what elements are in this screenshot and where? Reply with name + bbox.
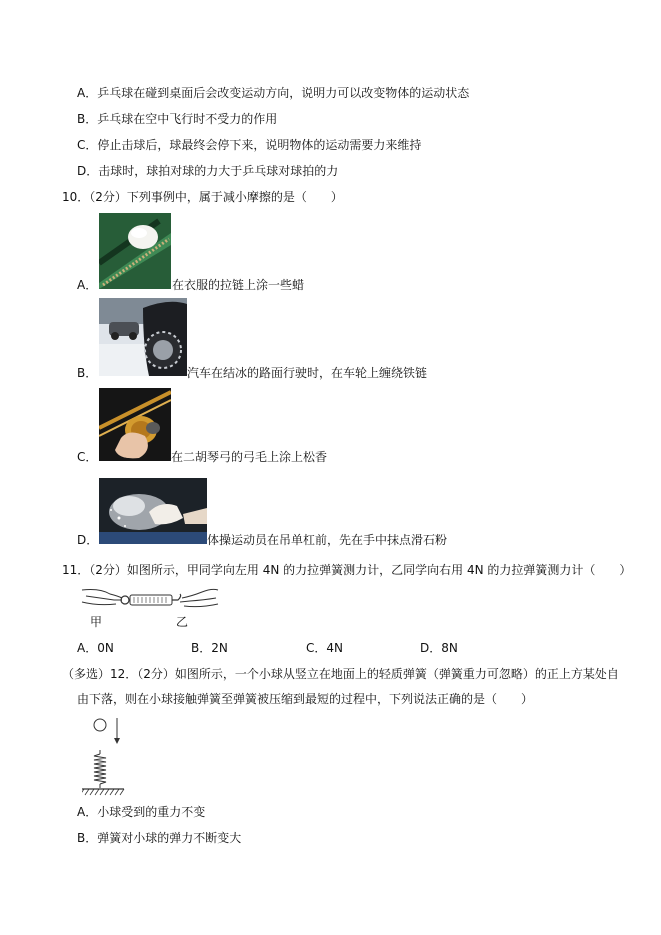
q10-option-d-letter: D．	[77, 533, 99, 547]
rosin-bow-photo	[99, 388, 171, 461]
q9-option-c: C．停止击球后，球最终会停下来，说明物体的运动需要力来维持	[77, 138, 422, 152]
q10-option-b-letter: B．	[77, 366, 98, 380]
q12-stem-line2: 由下落，则在小球接触弹簧至弹簧被压缩到最短的过程中，下列说法正确的是（ ）	[77, 692, 534, 706]
q10-option-c-letter: C．	[77, 450, 98, 464]
q9-option-a: A．乒乓球在碰到桌面后会改变运动方向，说明力可以改变物体的运动状态	[77, 86, 470, 100]
zipper-wax-photo	[99, 213, 171, 289]
q11-label-left: 甲	[90, 615, 103, 629]
q12-stem-line1: （多选）12．（2分）如图所示，一个小球从竖立在地面上的轻质弹簧（弹簧重力可忽略）的正上方某处自	[62, 667, 619, 681]
q10-option-a-letter: A．	[77, 278, 98, 292]
q9-option-b: B．乒乓球在空中飞行时不受力的作用	[77, 112, 278, 126]
q10-stem: 10．（2分）下列事例中，属于减小摩擦的是（ ）	[62, 190, 343, 204]
q12-option-b: B．弹簧对小球的弹力不断变大	[77, 831, 242, 845]
q11-option-a: A．0N	[77, 641, 114, 655]
q10-option-c-text: 在二胡琴弓的弓毛上涂上松香	[171, 450, 328, 464]
q10-option-d-text: 体操运动员在吊单杠前，先在手中抹点滑石粉	[207, 533, 448, 547]
snow-chain-car-photo	[99, 298, 187, 376]
ball-spring-figure	[82, 714, 132, 798]
q11-option-b: B．2N	[191, 641, 228, 655]
q10-option-b-text: 汽车在结冰的路面行驶时，在车轮上缠绕铁链	[187, 366, 428, 380]
chalk-hands-photo	[99, 478, 207, 544]
q11-label-right: 乙	[176, 615, 189, 629]
q9-option-d: D．击球时，球拍对球的力大于乒乓球对球拍的力	[77, 164, 339, 178]
q11-stem: 11．（2分）如图所示，甲同学向左用 4N 的力拉弹簧测力计，乙同学向右用 4N 的力拉弹簧测力计（ ）	[62, 563, 632, 577]
q11-option-d: D．8N	[420, 641, 458, 655]
q11-option-c: C．4N	[306, 641, 343, 655]
q12-option-a: A．小球受到的重力不变	[77, 805, 206, 819]
q10-option-a-text: 在衣服的拉链上涂一些蜡	[172, 278, 305, 292]
